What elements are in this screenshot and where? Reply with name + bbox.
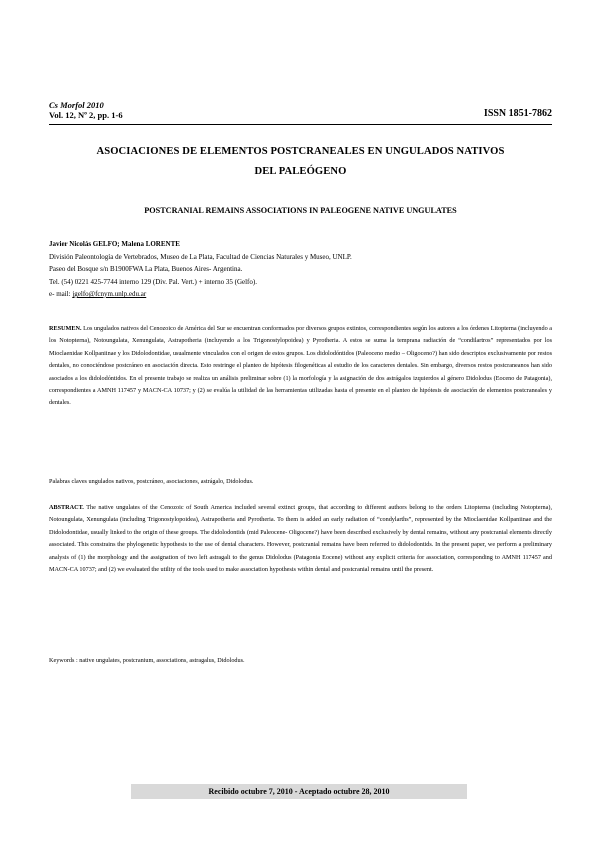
- received-accepted-bar: Recibido octubre 7, 2010 - Aceptado octubre 28, 2010: [131, 784, 467, 799]
- title-line-2: DEL PALEÓGENO: [254, 166, 347, 177]
- email-link[interactable]: jgelfo@fcnym.unlp.edu.ar: [72, 290, 147, 298]
- header-rule: [49, 124, 552, 125]
- palabras-claves: Palabras claves ungulados nativos, postcráneo, asociaciones, astrágalo, Didolodus.: [49, 478, 254, 485]
- resumen-text: Los ungulados nativos del Cenozoico de América del Sur se encuentran conformados por diversos grupos extintos, correspondientes según los autores a los órdenes Litopterna (incluyendo a los Notopterna), Notoungulata, Xenungulata, Astrapotheria (incluyendo a los Trigonostylopoidea) y Pyrotheria. A estos se suma la temprana radiación de “condilartros” representados por los Mioclaenidae Kollpaniinae y los Didolodontidae, usualmente vinculados con el origen de estos grupos. Los didolodóntidos (Paleoceno medio – Oligoceno?) han sido descriptos exclusivamente por restos dentales, no conociéndose postcráneo en asociación directa. Esto restringe el planteo de hipótesis filogenéticas al estudio de los caracteres dentales. Sin embargo, diversos restos postcraneanos han sido asociados a los didolodóntidos. En el presente trabajo se realiza un análisis preliminar sobre (1) la morfología y la asignación de dos astrágalos izquierdos al género Didolodus (Eoceno de Patagonia), correspondientes a AMNH 117457 y MACN-CA 10737; y (2) se evalúa la utilidad de las herramientas utilizadas hasta el presente en el planteo de hipótesis de asociación de elementos postcraneales y dentales.: [49, 325, 553, 407]
- abstract-text: The native ungulates of the Cenozoic of South America included several extinct groups, that according to different authors belong to the orders Litopterna (including Notopterna), Notoungulata, Xenungulata (including Trigonostylopoidea), Astrapotheria and Pyrotheria. To them is added an early radiation of “condylarths”, represented by the Mioclaenidae Kollpaniinae and the Didolodontidae, usually linked to the origin of these groups. The didolodontids (mid Paleocene- Oligocene?) have been described exclusively by dental remains, without any postcranial elements directly associated. This constrains the phylogenetic hypothesis to the use of dental characters. However, postcranial remains have been referred to didolodontids. In the present paper, we perform a preliminary analysis of (1) the morphology and the assignation of two left astragali to the genus Didolodus (Patagonia Eocene) without any explicit criteria for association, corresponding to AMNH 117457 and MACN-CA 10737; and (2) we evaluated the utility of the tools used to make association hypothesis within dental and postcranial remains until the present.: [49, 504, 552, 574]
- abstract-section: [49, 502, 552, 576]
- journal-name: Cs Morfol 2010: [49, 100, 104, 110]
- email-label: e- mail:: [49, 290, 73, 298]
- author-email-line: [49, 288, 552, 301]
- author-affiliation: División Paleontología de Vertebrados, Museo de La Plata, Facultad de Ciencias Naturales y Museo, UNLP.: [49, 252, 352, 261]
- title-line-1: ASOCIACIONES DE ELEMENTOS POSTCRANEALES EN UNGULADOS NATIVOS: [96, 146, 505, 157]
- author-block: [49, 238, 552, 301]
- author-address: Paseo del Bosque s/n B1900FWA La Plata, Buenos Aires- Argentina.: [49, 265, 243, 273]
- keywords: Keywords : native ungulates, postcranium, associations, astragalus, Didolodus.: [49, 657, 245, 664]
- resumen-label: RESUMEN.: [49, 325, 82, 332]
- author-phone: Tel. (54) 0221 425-7744 interno 129 (Div. Pal. Vert.) + interno 35 (Gelfo).: [49, 277, 257, 286]
- article-title-es: [49, 142, 552, 182]
- issn-number: ISSN 1851-7862: [483, 108, 552, 119]
- article-title-en: POSTCRANIAL REMAINS ASSOCIATIONS IN PALEOGENE NATIVE UNGULATES: [144, 206, 457, 215]
- abstract-label: ABSTRACT.: [49, 504, 84, 511]
- resumen-section: [49, 323, 552, 410]
- journal-header: [49, 100, 552, 120]
- journal-volume: Vol. 12, Nº 2, pp. 1-6: [49, 110, 123, 120]
- author-names: Javier Nicolás GELFO; Malena LORENTE: [49, 240, 180, 248]
